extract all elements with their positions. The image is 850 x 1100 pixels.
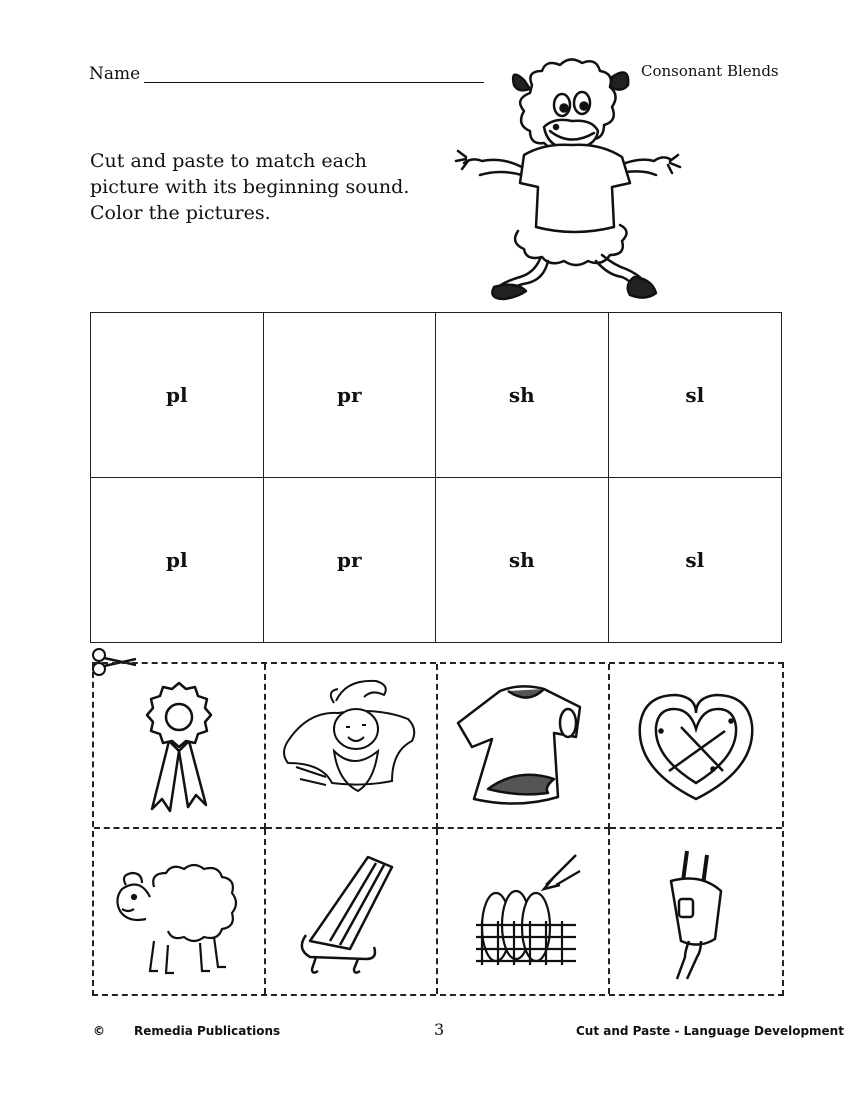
pretzel-icon bbox=[621, 671, 771, 821]
footer-series: Cut and Paste - Language Development bbox=[576, 1024, 844, 1038]
page-title: Consonant Blends bbox=[641, 62, 779, 80]
sheep-icon bbox=[104, 837, 254, 987]
plug-icon bbox=[621, 837, 771, 987]
instruction-line-3: Color the pictures. bbox=[90, 202, 271, 224]
paste-cell-pl-2[interactable]: pl bbox=[91, 478, 264, 643]
cut-cell-prize-ribbon[interactable] bbox=[94, 664, 266, 829]
instruction-line-2: picture with its beginning sound. bbox=[90, 176, 410, 198]
paste-cell-pr-1[interactable]: pr bbox=[264, 313, 437, 478]
name-label: Name bbox=[89, 64, 141, 84]
paste-cell-sl-1[interactable]: sl bbox=[609, 313, 782, 478]
pillow-icon bbox=[276, 671, 426, 821]
paste-cell-sh-1[interactable]: sh bbox=[436, 313, 609, 478]
cut-cell-plug[interactable] bbox=[610, 829, 782, 994]
sled-icon bbox=[276, 837, 426, 987]
shirt-icon bbox=[448, 671, 598, 821]
sheep-mascot-illustration bbox=[452, 55, 682, 305]
prize-ribbon-icon bbox=[104, 671, 254, 821]
cut-cell-pretzel[interactable] bbox=[610, 664, 782, 829]
instructions bbox=[90, 148, 409, 226]
cut-cell-sheep[interactable] bbox=[94, 829, 266, 994]
footer-page-number: 3 bbox=[434, 1020, 445, 1039]
plates-icon bbox=[448, 837, 598, 987]
cut-grid bbox=[92, 662, 784, 996]
cut-cell-sled[interactable] bbox=[266, 829, 438, 994]
paste-grid bbox=[90, 312, 782, 643]
cut-cell-shirt[interactable] bbox=[438, 664, 610, 829]
footer-copyright: © bbox=[93, 1024, 105, 1038]
paste-cell-sh-2[interactable]: sh bbox=[436, 478, 609, 643]
name-line bbox=[144, 82, 484, 83]
instruction-line-1: Cut and paste to match each bbox=[90, 150, 367, 172]
footer-publisher: Remedia Publications bbox=[134, 1024, 281, 1038]
cut-cell-plates[interactable] bbox=[438, 829, 610, 994]
paste-cell-pl-1[interactable]: pl bbox=[91, 313, 264, 478]
paste-cell-sl-2[interactable]: sl bbox=[685, 547, 705, 572]
paste-cell-pr-2[interactable]: pr bbox=[264, 478, 437, 643]
cut-cell-pillow[interactable] bbox=[266, 664, 438, 829]
